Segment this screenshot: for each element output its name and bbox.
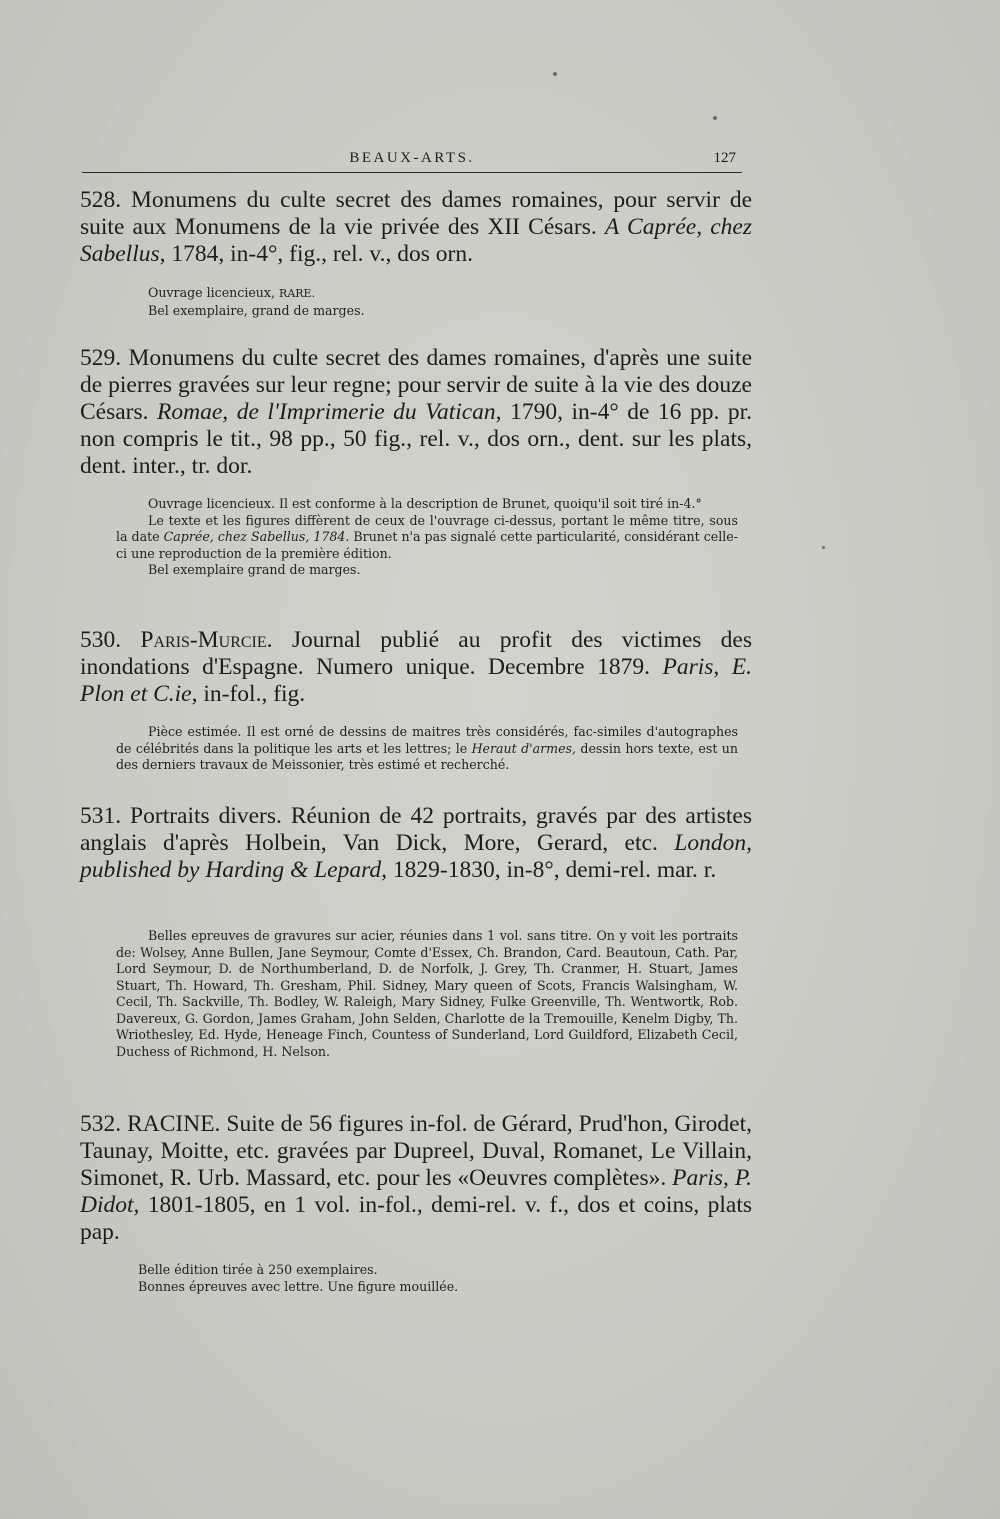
entry-description: 1801-1805, en 1 vol. in-fol., demi-rel. v. f., dos et coins, plats pap. (80, 1192, 752, 1245)
note-text: Bel exemplaire grand de marges. (148, 562, 361, 577)
note-text: Pièce estimée. Il est orné de dessins de maitres très considérés, fac-similes d'autographes de célébrités dans la politique les arts et les lettres; le (116, 724, 738, 756)
catalogue-entry-528 (80, 187, 752, 268)
catalogue-entry-531 (80, 803, 752, 884)
entry-imprint: London, published by Harding & Lepard, (80, 830, 752, 883)
note-text: Ouvrage licencieux, (148, 285, 276, 300)
entry-notes-528 (116, 285, 738, 319)
entry-title: Monumens du culte secret des dames romaines, pour servir de suite aux Monumens de la vie privée des XII Césars. (80, 187, 752, 240)
entry-imprint: Paris, E. Plon et C.ie, (80, 654, 753, 707)
entry-heading: Paris-Murcie. (140, 627, 273, 653)
paper-speck (822, 546, 825, 549)
note-text: Belles epreuves de gravures sur acier, réunies dans 1 vol. sans titre. On y voit les portraits de: Wolsey, Anne Bullen, Jane Seymour, Comte d'Essex, Ch. Brandon, Card. Beautoun, Cath. Par, Lord Seymour, D. de Northumberland, D. de Norfolk, J. Grey, Th. Cranmer, H. Stuart, James Stuart, Th. Howard, Th. Gresham, Phil. Sidney, Mary queen of Scots, Francis Walsingham, W. Cecil, Th. Sackville, Th. Bodley, W. Raleigh, Mary Sidney, Fulke Greenville, Th. Wentwortk, Rob. Davereux, G. Gordon, James Graham, John Selden, Charlotte de la Tremouille, Kenelm Digby, Th. Wriothesley, Ed. Hyde, Heneage Finch, Countess of Sunderland, Lord Guildford, Elizabeth Cecil, Duchess of Richmond, H. Nelson. (116, 928, 738, 1059)
entry-notes-532 (116, 1262, 738, 1295)
entry-title: RACINE. Suite de 56 figures in-fol. de Gérard, Prud'hon, Girodet, Taunay, Moitte, etc. gravées par Dupreel, Duval, Romanet, Le Villain, Simonet, R. Urb. Massard, etc. pour les «Oeuvres complètes». (80, 1111, 752, 1191)
entry-description: 1829-1830, in-8°, demi-rel. mar. r. (392, 857, 717, 883)
entry-title: Journal publié au profit des victimes des inondations d'Espagne. Numero unique. Decembre 1879. (80, 627, 753, 680)
entry-number: 531. (80, 803, 122, 829)
entry-number: 530. (80, 627, 122, 653)
note-title: Heraut d'armes, (471, 740, 576, 756)
entry-number: 528. (80, 187, 122, 213)
entry-notes-530 (116, 724, 738, 774)
entry-imprint: A Caprée, chez Sabellus, (80, 214, 753, 267)
note-text: Le texte et les figures diffèrent de ceux de l'ouvrage ci-dessus, portant le même titre, sous la date (116, 512, 738, 544)
entry-description: 1790, in-4° de 16 pp. pr. non compris le tit., 98 pp., 50 fig., rel. v., dos orn., dent. sur les plats, dent. inter., tr. dor. (80, 399, 752, 479)
entry-imprint: Paris, P. Didot, (80, 1165, 753, 1218)
entry-title: Portraits divers. Réunion de 42 portraits, gravés par des artistes anglais d'après Holbein, Van Dick, More, Gerard, etc. (80, 803, 753, 856)
note-imprint: Caprée, chez Sabellus, 1784. (163, 529, 350, 544)
note-text: Belle édition tirée à 250 exemplaires. (138, 1262, 378, 1277)
note-text: Brunet n'a pas signalé cette particularité, considérant celle-ci une reproduction de la première édition. (116, 529, 739, 561)
note-text: Ouvrage licencieux. Il est conforme à la description de Brunet, quoiqu'il soit tiré in-4.° (148, 496, 702, 511)
page-header (82, 148, 742, 173)
paper-speck (713, 116, 717, 120)
entry-number: 532. (80, 1111, 122, 1137)
entry-notes-531 (116, 928, 738, 1060)
paper-speck (553, 72, 557, 76)
catalogue-entry-532 (80, 1111, 752, 1246)
note-text: Bonnes épreuves avec lettre. Une figure mouillée. (138, 1278, 459, 1294)
note-text: Bel exemplaire, grand de marges. (148, 302, 365, 318)
entry-notes-529 (116, 496, 738, 579)
entry-imprint: Romae, de l'Imprimerie du Vatican, (157, 399, 502, 425)
note-rare: RARE. (279, 287, 316, 300)
entry-description: 1784, in-4°, fig., rel. v., dos orn. (171, 241, 473, 267)
page-number: 127 (713, 150, 736, 166)
running-title: BEAUX-ARTS. (349, 150, 475, 166)
entry-title: Monumens du culte secret des dames romaines, d'après une suite de pierres gravées sur leur regne; pour servir de suite à la vie des douze Césars. (80, 345, 752, 425)
entry-number: 529. (80, 345, 122, 371)
catalogue-entry-530 (80, 627, 752, 708)
note-text: dessin hors texte, est un des derniers travaux de Meissonier, très estimé et recherché. (116, 740, 738, 772)
entry-description: in-fol., fig. (203, 681, 306, 707)
catalogue-entry-529 (80, 345, 752, 480)
